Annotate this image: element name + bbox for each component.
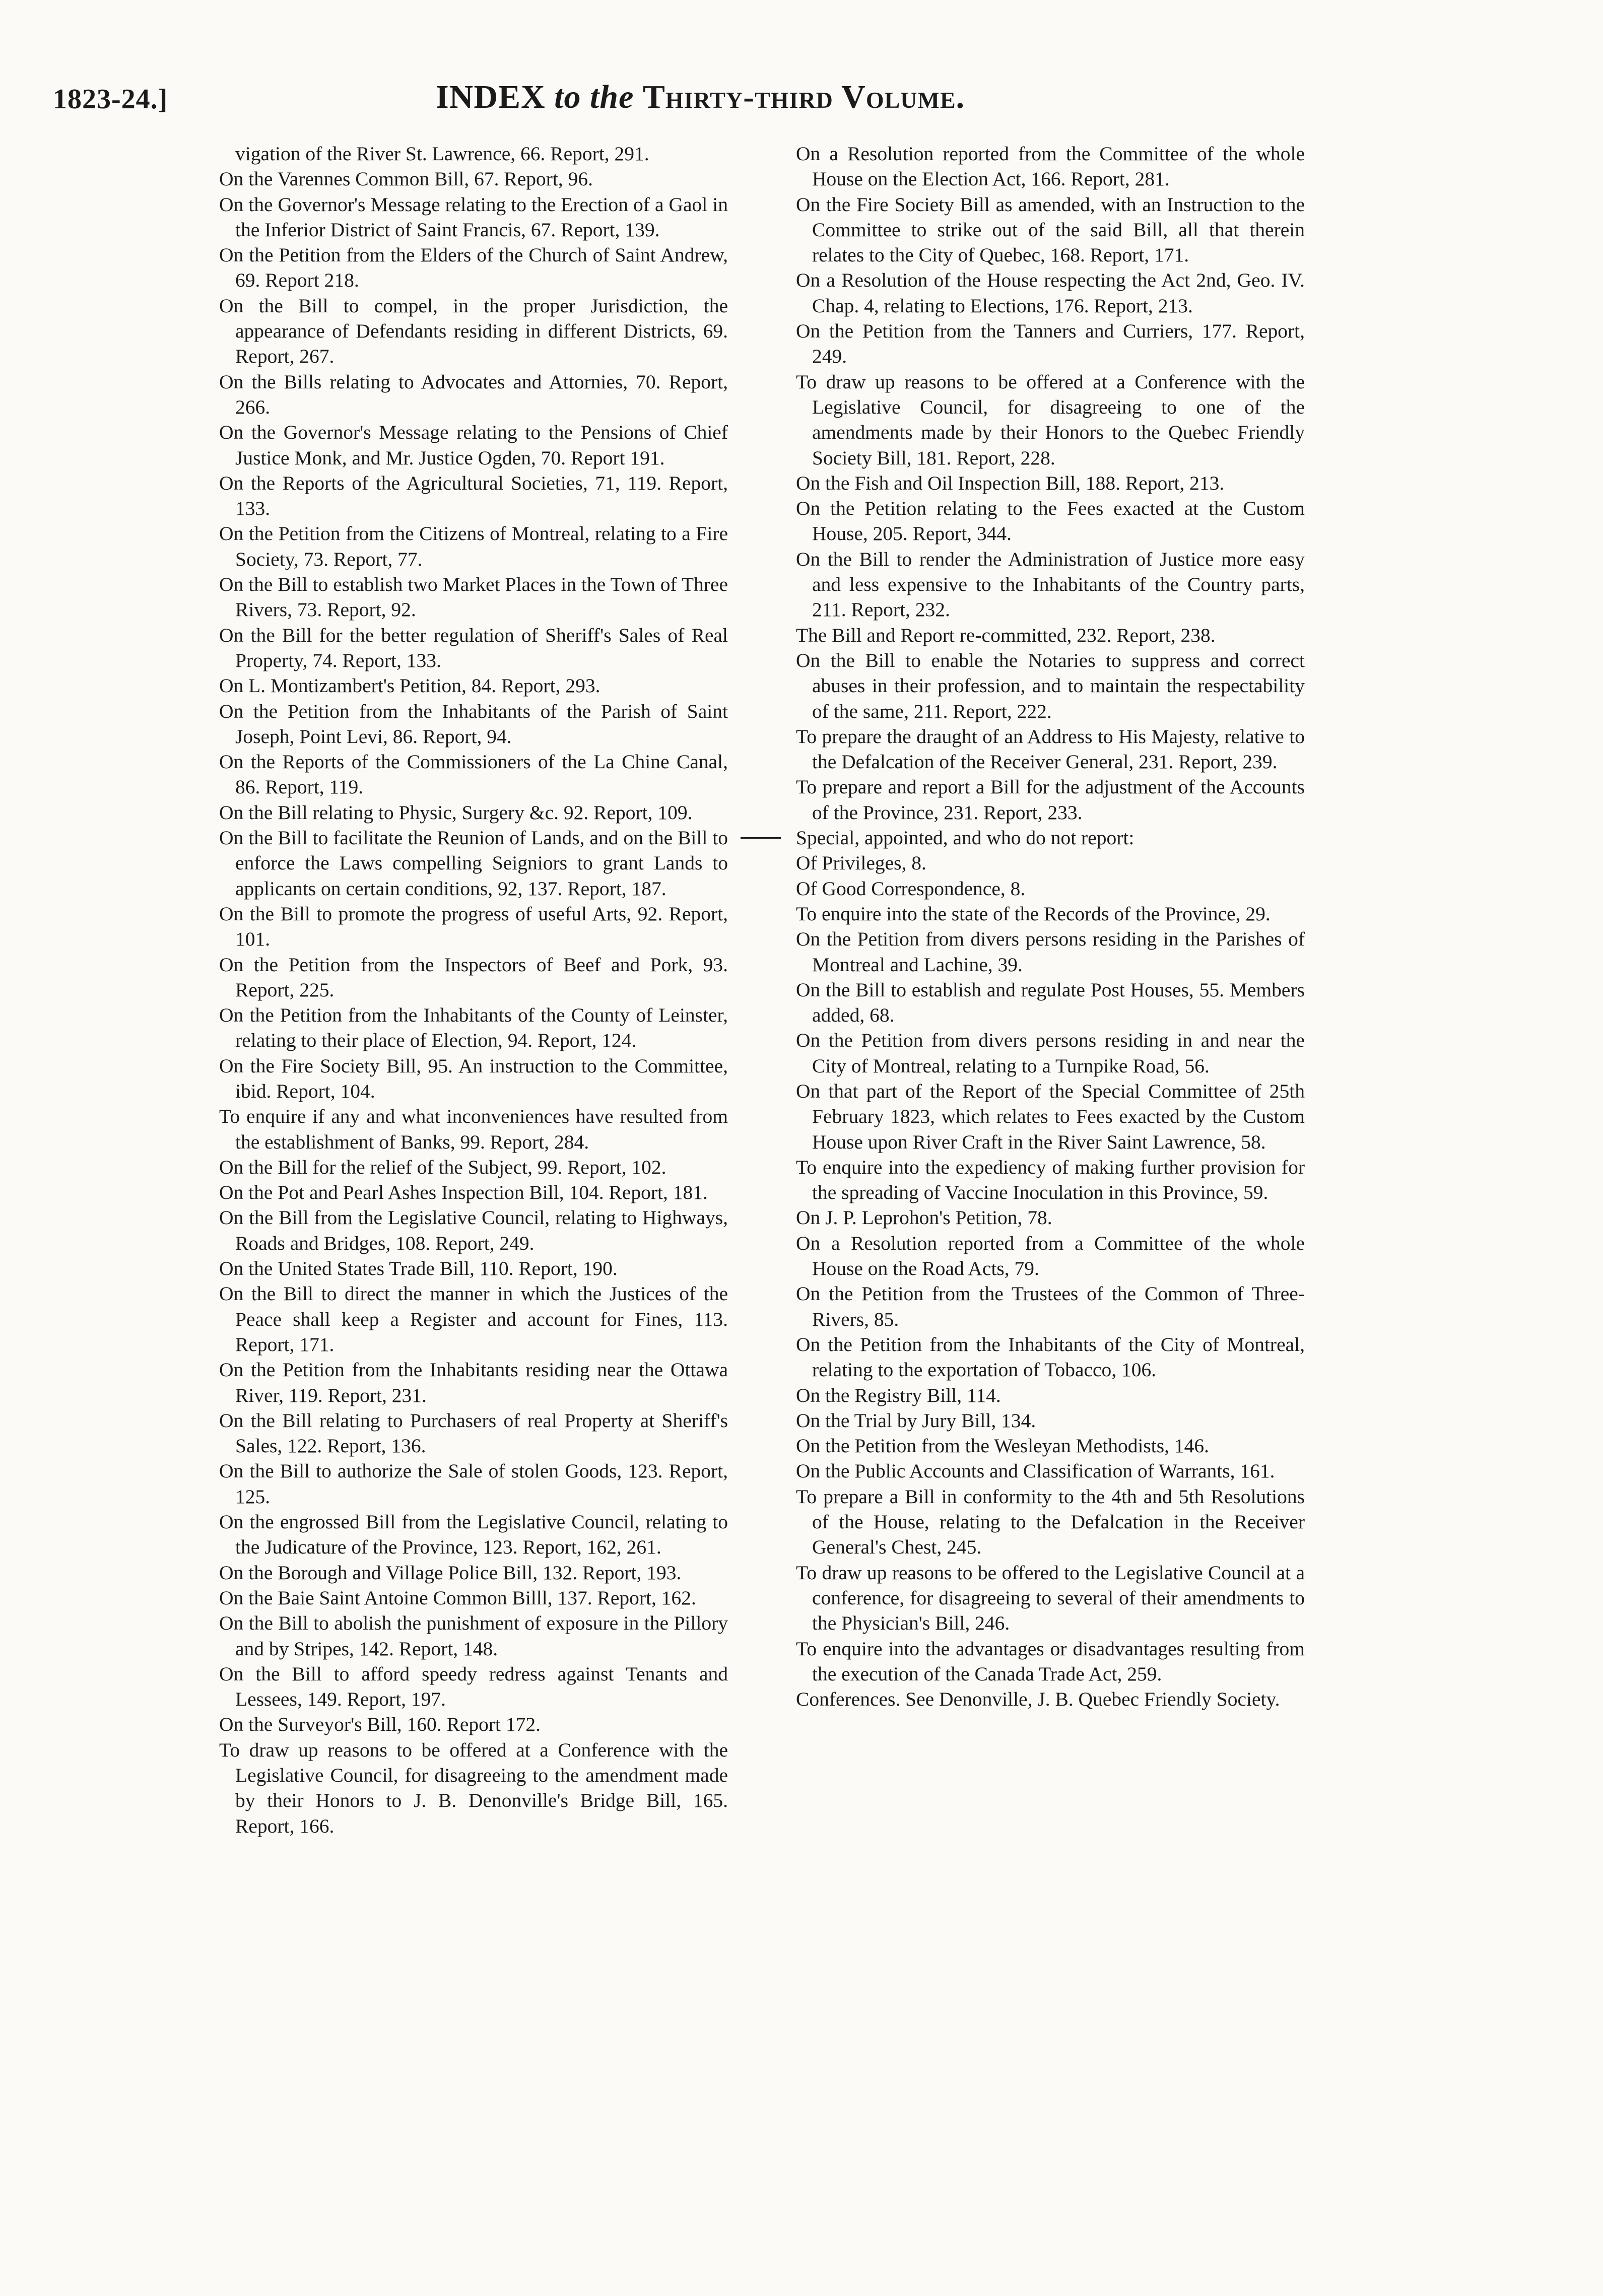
index-entry: To draw up reasons to be offered to the Legislative Council at a conference, for disagreeing to several of their amendments to the Physician's Bill, 246.: [796, 1561, 1305, 1635]
index-entry: On that part of the Report of the Special Committee of 25th February 1823, which relates to Fees exacted by the Custom House upon River Craft in the River Saint Lawrence, 58.: [796, 1079, 1305, 1153]
title-italic: to the: [554, 79, 634, 115]
index-entry: Of Good Correspondence, 8.: [796, 877, 1026, 900]
index-entry: Special, appointed, and who do not report:: [796, 825, 1305, 850]
index-entry: To enquire into the state of the Records of the Province, 29.: [796, 902, 1271, 925]
index-entry: On the Fish and Oil Inspection Bill, 188. Report, 213.: [796, 471, 1225, 494]
index-entry: On the Bill to compel, in the proper Jurisdiction, the appearance of Defendants residing in different Districts, 69. Report, 267.: [219, 294, 728, 368]
index-entry: On the Varennes Common Bill, 67. Report, 96.: [219, 168, 593, 190]
index-entry: On the Fire Society Bill as amended, with an Instruction to the Committee to strike out of the said Bill, all that therein relates to the City of Quebec, 168. Report, 171.: [796, 193, 1305, 266]
index-entry: On the United States Trade Bill, 110. Report, 190.: [219, 1257, 618, 1280]
index-entry: On the Bill to authorize the Sale of stolen Goods, 123. Report, 125.: [219, 1460, 728, 1508]
index-entry: Of Privileges, 8.: [796, 852, 926, 874]
index-entry: To prepare the draught of an Address to His Majesty, relative to the Defalcation of the Receiver General, 231. Report, 239.: [796, 725, 1305, 773]
page-header: [53, 79, 1544, 128]
index-entry: To prepare and report a Bill for the adjustment of the Accounts of the Province, 231. Report, 233.: [796, 776, 1305, 824]
index-entry: On a Resolution of the House respecting the Act 2nd, Geo. IV. Chap. 4, relating to Elections, 176. Report, 213.: [796, 269, 1305, 317]
index-entry: On the Petition from the Citizens of Montreal, relating to a Fire Society, 73. Report, 77.: [219, 522, 728, 570]
index-entry: On the Petition from the Inhabitants residing near the Ottawa River, 119. Report, 231.: [219, 1359, 728, 1406]
index-entry: On the Bill to establish two Market Places in the Town of Three Rivers, 73. Report, 92.: [219, 573, 728, 621]
index-entry: On the Bill to render the Administration of Justice more easy and less expensive to the Inhabitants of the Country parts, 211. Report, 232.: [796, 548, 1305, 621]
index-entry: On L. Montizambert's Petition, 84. Report, 293.: [219, 674, 600, 697]
index-entry: On the Petition from the Wesleyan Methodists, 146.: [796, 1435, 1210, 1457]
index-entry: On the Governor's Message relating to the Pensions of Chief Justice Monk, and Mr. Justice Ogden, 70. Report 191.: [219, 421, 728, 469]
index-entry: On the Petition from divers persons residing in and near the City of Montreal, relating to a Turnpike Road, 56.: [796, 1029, 1305, 1077]
index-entry: On the Bill from the Legislative Council, relating to Highways, Roads and Bridges, 108. Report, 249.: [219, 1206, 728, 1254]
index-entry: On the Reports of the Agricultural Societies, 71, 119. Report, 133.: [219, 471, 728, 520]
index-entry: On the engrossed Bill from the Legislative Council, relating to the Judicature of the Province, 123. Report, 162, 261.: [219, 1511, 728, 1559]
index-entry: On the Baie Saint Antoine Common Billl, 137. Report, 162.: [219, 1586, 696, 1609]
index-entry: To enquire if any and what inconveniences have resulted from the establishment of Banks, 99. Report, 284.: [219, 1105, 728, 1153]
index-entry: On the Public Accounts and Classification of Warrants, 161.: [796, 1460, 1275, 1482]
index-entry: On the Petition from the Trustees of the Common of Three-Rivers, 85.: [796, 1282, 1305, 1330]
index-entry: On the Bill for the better regulation of Sheriff's Sales of Real Property, 74. Report, 133.: [219, 624, 728, 671]
left-column: [219, 141, 728, 1839]
index-entry: On the Petition from the Inspectors of Beef and Pork, 93. Report, 225.: [219, 953, 728, 1001]
index-entry: On the Trial by Jury Bill, 134.: [796, 1409, 1036, 1432]
index-entry: On the Bill to facilitate the Reunion of Lands, and on the Bill to enforce the Laws compelling Seigniors to grant Lands to applicants on certain conditions, 92, 137. Report, 187.: [219, 827, 728, 900]
index-entry: To enquire into the expediency of making further provision for the spreading of Vaccine Inoculation in this Province, 59.: [796, 1156, 1305, 1204]
index-entry: On the Bill to afford speedy redress against Tenants and Lessees, 149. Report, 197.: [219, 1662, 728, 1711]
index-entry: On a Resolution reported from a Committee of the whole House on the Road Acts, 79.: [796, 1232, 1305, 1280]
index-entry: On the Bill to establish and regulate Post Houses, 55. Members added, 68.: [796, 978, 1305, 1027]
index-entry: On the Fire Society Bill, 95. An instruction to the Committee, ibid. Report, 104.: [219, 1054, 728, 1102]
index-entry: On the Petition from the Inhabitants of the Parish of Saint Joseph, Point Levi, 86. Report, 94.: [219, 700, 728, 748]
index-entry: To prepare a Bill in conformity to the 4th and 5th Resolutions of the House, relating to the Defalcation in the Receiver General's Chest, 245.: [796, 1485, 1305, 1559]
title-main: INDEX: [436, 79, 546, 115]
right-column: [796, 141, 1305, 1712]
index-entry: On the Reports of the Commissioners of the La Chine Canal, 86. Report, 119.: [219, 751, 728, 798]
index-entry: On the Bill for the relief of the Subject, 99. Report, 102.: [219, 1156, 666, 1178]
index-entry: On the Surveyor's Bill, 160. Report 172.: [219, 1713, 541, 1736]
index-entry: On the Borough and Village Police Bill, 132. Report, 193.: [219, 1561, 682, 1584]
index-entry: On J. P. Leprohon's Petition, 78.: [796, 1206, 1052, 1229]
title-volume: Thirty-third Volume.: [642, 79, 965, 115]
index-entry: On the Bill relating to Physic, Surgery &c. 92. Report, 109.: [219, 801, 693, 824]
index-entry: On the Pot and Pearl Ashes Inspection Bill, 104. Report, 181.: [219, 1181, 708, 1204]
index-entry: To draw up reasons to be offered at a Conference with the Legislative Council, for disagreeing to the amendment made by their Honors to J. B. Denonville's Bridge Bill, 165. Report, 166.: [219, 1738, 728, 1837]
index-entry: On the Bill relating to Purchasers of real Property at Sheriff's Sales, 122. Report, 136.: [219, 1409, 728, 1457]
index-entry: On the Petition from the Tanners and Curriers, 177. Report, 249.: [796, 320, 1305, 368]
index-entry: The Bill and Report re-committed, 232. Report, 238.: [796, 624, 1216, 646]
index-entry: On the Governor's Message relating to the Erection of a Gaol in the Inferior District of Saint Francis, 67. Report, 139.: [219, 193, 728, 241]
index-entry: To enquire into the advantages or disadvantages resulting from the execution of the Canada Trade Act, 259.: [796, 1637, 1305, 1685]
index-entry: On the Bill to abolish the punishment of exposure in the Pillory and by Stripes, 142. Report, 148.: [219, 1612, 728, 1660]
index-entry: vigation of the River St. Lawrence, 66. Report, 291.: [235, 143, 649, 165]
index-entry: On the Petition from the Inhabitants of the County of Leinster, relating to their place of Election, 94. Report, 124.: [219, 1004, 728, 1052]
index-entry: On the Petition from the Inhabitants of the City of Montreal, relating to the exportation of Tobacco, 106.: [796, 1333, 1305, 1381]
section-dash: [741, 837, 781, 839]
index-entry: On the Petition relating to the Fees exacted at the Custom House, 205. Report, 344.: [796, 497, 1305, 545]
index-entry: On the Bills relating to Advocates and Attornies, 70. Report, 266.: [219, 370, 728, 418]
index-entry: Conferences. See Denonville, J. B. Quebec Friendly Society.: [796, 1688, 1280, 1711]
index-entry: On the Registry Bill, 114.: [796, 1384, 1001, 1406]
index-entry: On the Bill to direct the manner in which the Justices of the Peace shall keep a Register and account for Fines, 113. Report, 171.: [219, 1282, 728, 1356]
index-entry: On the Petition from the Elders of the Church of Saint Andrew, 69. Report 218.: [219, 244, 728, 292]
page-title: [436, 78, 965, 116]
index-entry: On the Petition from divers persons residing in the Parishes of Montreal and Lachine, 39.: [796, 928, 1305, 976]
year-range: 1823-24.]: [53, 84, 168, 115]
index-entry: On the Bill to promote the progress of useful Arts, 92. Report, 101.: [219, 902, 728, 951]
index-entry: To draw up reasons to be offered at a Conference with the Legislative Council, for disagreeing to one of the amendments made by their Honors to the Quebec Friendly Society Bill, 181. Report, 228.: [796, 370, 1305, 469]
index-entry: On the Bill to enable the Notaries to suppress and correct abuses in their profession, and to maintain the respectability of the same, 211. Report, 222.: [796, 649, 1305, 722]
index-entry: On a Resolution reported from the Committee of the whole House on the Election Act, 166. Report, 281.: [796, 143, 1305, 190]
